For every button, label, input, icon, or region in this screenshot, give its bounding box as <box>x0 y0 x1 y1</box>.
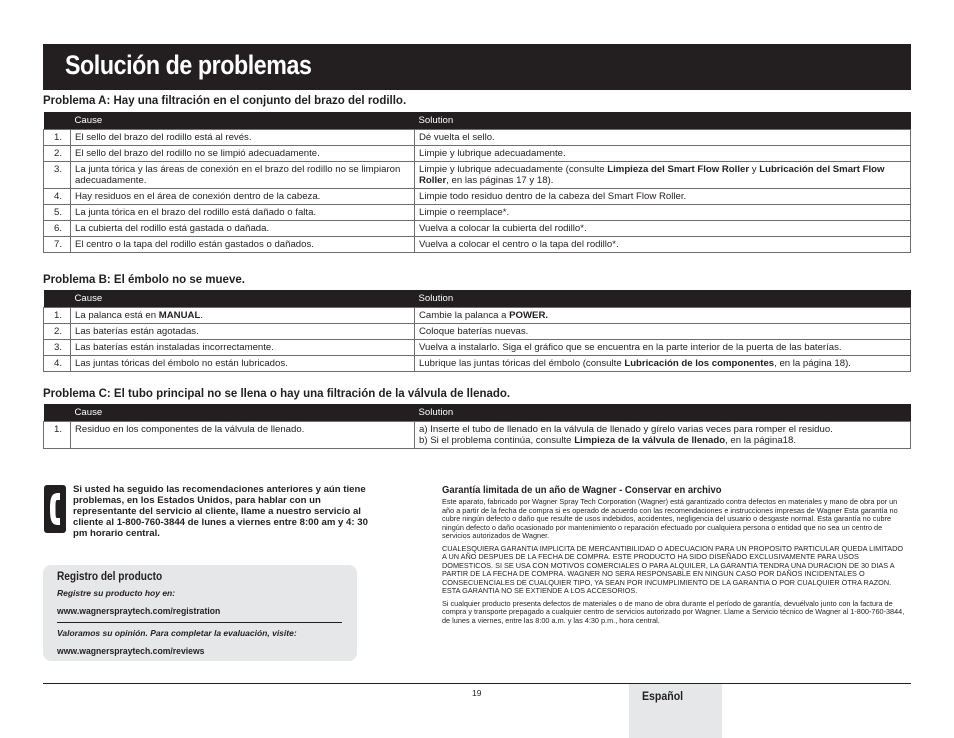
help-text: Si usted ha seguido las recomendaciones anteriores y aún tiene problemas, en los Estados Unidos, para hablar con un representante del servicio al cliente, llame a nuestro servicio al cliente al 1-800-760-3844 de lunes a viernes entre 8:00 am y 4: 30 pm horario central. <box>73 484 368 539</box>
problem-b-title: Problema B: El émbolo no se mueve. <box>43 274 245 286</box>
solution-cell: Limpie o reemplace*. <box>415 205 911 221</box>
header-num <box>44 112 71 130</box>
header-cause: Cause <box>71 112 415 130</box>
feedback-text: Valoramos su opinión. Para completar la evaluación, visite: <box>57 628 297 638</box>
table-row <box>44 205 911 221</box>
solution-cell <box>415 356 911 372</box>
solution-text: y <box>749 164 760 175</box>
cause-cell: El sello del brazo del rodillo está al revés. <box>71 130 415 146</box>
registration-box <box>43 565 357 661</box>
table-row <box>44 422 911 449</box>
table-row <box>44 189 911 205</box>
row-number: 5. <box>44 205 71 221</box>
divider <box>57 622 342 623</box>
row-number: 1. <box>44 308 71 324</box>
cause-cell: Las baterías están agotadas. <box>71 324 415 340</box>
header-num <box>44 290 71 308</box>
registration-link[interactable]: www.wagnerspraytech.com/registration <box>57 606 221 617</box>
solution-cell: Coloque baterías nuevas. <box>415 324 911 340</box>
table-row <box>44 130 911 146</box>
row-number: 1. <box>44 422 71 449</box>
header-cause: Cause <box>71 290 415 308</box>
cause-cell: La cubierta del rodillo está gastada o dañada. <box>71 221 415 237</box>
cause-cell: El centro o la tapa del rodillo están gastados o dañados. <box>71 237 415 253</box>
problem-a-table <box>43 112 911 253</box>
registration-subtitle: Registre su producto hoy en: <box>57 588 176 598</box>
solution-ref: Limpieza de la válvula de llenado <box>574 435 726 446</box>
warranty-title: Garantía limitada de un año de Wagner - Conservar en archivo <box>442 484 722 496</box>
cause-cell <box>71 308 415 324</box>
cause-emphasis: MANUAL <box>158 310 201 321</box>
solution-text: Lubrique las juntas tóricas del émbolo (consulte <box>419 358 625 369</box>
language-tab <box>629 684 722 738</box>
row-number: 4. <box>44 189 71 205</box>
solution-step-b <box>419 435 906 446</box>
table-header-row <box>44 112 911 130</box>
solution-text: Cambie la palanca a <box>419 310 510 321</box>
row-number: 4. <box>44 356 71 372</box>
cause-cell: Hay residuos en el área de conexión dentro de la cabeza. <box>71 189 415 205</box>
cause-cell: El sello del brazo del rodillo no se limpió adecuadamente. <box>71 146 415 162</box>
solution-cell: Vuelva a colocar la cubierta del rodillo*. <box>415 221 911 237</box>
row-number: 2. <box>44 146 71 162</box>
table-row <box>44 324 911 340</box>
footer-divider <box>43 683 911 684</box>
cause-cell: Residuo en los componentes de la válvula de llenado. <box>71 422 415 449</box>
language-label: Español <box>642 689 684 703</box>
solution-step-a: a) Inserte el tubo de llenado en la válvula de llenado y gírelo varias veces para romper el residuo. <box>419 424 833 435</box>
solution-text: Limpie y lubrique adecuadamente (consulte <box>419 164 608 175</box>
solution-cell: Limpie todo residuo dentro de la cabeza del Smart Flow Roller. <box>415 189 911 205</box>
row-number: 3. <box>44 162 71 189</box>
registration-title: Registro del producto <box>57 571 163 583</box>
table-row <box>44 162 911 189</box>
cause-cell: La junta tórica en el brazo del rodillo está dañado o falta. <box>71 205 415 221</box>
solution-text: , en la página 18). <box>774 358 851 369</box>
solution-ref: Limpieza del Smart Flow Roller <box>607 164 750 175</box>
header-num <box>44 404 71 422</box>
problem-c-title: Problema C: El tubo principal no se llena o hay una filtración de la válvula de llenado. <box>43 388 511 400</box>
row-number: 6. <box>44 221 71 237</box>
solution-cell: Limpie y lubrique adecuadamente. <box>415 146 911 162</box>
row-number: 2. <box>44 324 71 340</box>
table-row <box>44 308 911 324</box>
row-number: 3. <box>44 340 71 356</box>
warranty-paragraph: CUALESQUIERA GARANTIA IMPLICITA DE MERCANTIBILIDAD O ADECUACION PARA UN PROPOSITO PARTICULAR QUEDA LIMITADO A UN AÑO DESPUES DE LA FECHA DE COMPRA. ESTE PRODUCTO HA SIDO DISEÑADO EXCLUSIVAMENTE PARA USOS DOMESTICOS. SI SE USA CON MOTIVOS COMERCIALES O PARA ALQUILER, LA GARANTIA TENDRA UNA DURACION DE 30 DIAS A PARTIR DE LA FECHA DE COMPRA. WAGNER NO SERA RESPONSABLE EN NINGUN CASO POR DAÑOS INCIDENTALES O CONSECUENCIALES DE CUALQUIER TIPO, YA SEAN POR INCUMPLIMIENTO DE LA GARANTIA O POR CUALQUIER OTRA RAZON. ESTA GARANTIA NO SE EXTIENDE A LOS ACCESORIOS. <box>442 543 904 595</box>
table-row <box>44 146 911 162</box>
header-solution: Solution <box>415 290 911 308</box>
warranty-paragraph: Este aparato, fabricado por Wagner Spray Tech Corporation (Wagner) está garantizado contra defectos en materiales y mano de obra por un año a partir de la fecha de compra si es operado de acuerdo con las recomendaciones e instrucciones impresas de Wagner Esta garantía no cubre ningún defecto o daño que resulte de usos indebidos, accidentes, negligencia del usuario o desgaste normal. Esta garantía no cubre ningún defecto o daño ocasionado por mantenimiento o reparación efectuado por cualquiera persona o entidad que no sea un centro de servicios autorizados de Wagner. <box>442 497 898 540</box>
solution-cell <box>415 162 911 189</box>
row-number: 7. <box>44 237 71 253</box>
solution-text: , en la página18. <box>725 435 797 446</box>
cause-text: . <box>200 310 203 321</box>
page-title: Solución de problemas <box>65 50 312 80</box>
row-number: 1. <box>44 130 71 146</box>
header-solution: Solution <box>415 112 911 130</box>
solution-text: , en las páginas 17 y 18). <box>446 175 554 186</box>
warranty-paragraph: Si cualquier producto presenta defectos de materiales o de mano de obra durante el período de garantía, devuélvalo junto con la factura de compra y transporte prepagado a cualquier centro de servicios autorizado por Wagner. Llame a Servicio técnico de Wagner al 1-800-760-3844, de lunes a viernes, entre las 8:00 a.m. y las 4:30 p.m., hora central. <box>442 598 905 625</box>
problem-c-table <box>43 404 911 449</box>
table-header-row <box>44 290 911 308</box>
solution-cell: Dé vuelta el sello. <box>415 130 911 146</box>
cause-cell: Las baterías están instaladas incorrectamente. <box>71 340 415 356</box>
solution-cell <box>415 422 911 449</box>
solution-emphasis: POWER. <box>509 310 549 321</box>
page-number: 19 <box>472 688 482 698</box>
cause-cell: Las juntas tóricas del émbolo no están lubricados. <box>71 356 415 372</box>
table-header-row <box>44 404 911 422</box>
cause-text: La palanca está en <box>75 310 159 321</box>
warranty-section <box>442 484 908 629</box>
solution-ref: Lubricación de los componentes <box>624 358 775 369</box>
cause-cell: La junta tórica y las áreas de conexión en el brazo del rodillo no se limpiaron adecuadamente. <box>71 162 415 189</box>
reviews-link[interactable]: www.wagnerspraytech.com/reviews <box>57 646 205 657</box>
header-solution: Solution <box>415 404 911 422</box>
table-row <box>44 356 911 372</box>
problem-a-title: Problema A: Hay una filtración en el conjunto del brazo del rodillo. <box>43 95 407 107</box>
table-row <box>44 340 911 356</box>
solution-cell: Vuelva a instalarlo. Siga el gráfico que se encuentra en la parte interior de la puerta de las baterías. <box>415 340 911 356</box>
solution-text: b) Si el problema continúa, consulte <box>419 435 575 446</box>
header-cause: Cause <box>71 404 415 422</box>
solution-cell <box>415 308 911 324</box>
solution-ref: Lubricación del Smart Flow Roller <box>419 164 885 186</box>
solution-cell: Vuelva a colocar el centro o la tapa del rodillo*. <box>415 237 911 253</box>
phone-icon <box>44 485 66 533</box>
table-row <box>44 237 911 253</box>
problem-b-table <box>43 290 911 372</box>
table-row <box>44 221 911 237</box>
title-banner <box>43 44 911 90</box>
